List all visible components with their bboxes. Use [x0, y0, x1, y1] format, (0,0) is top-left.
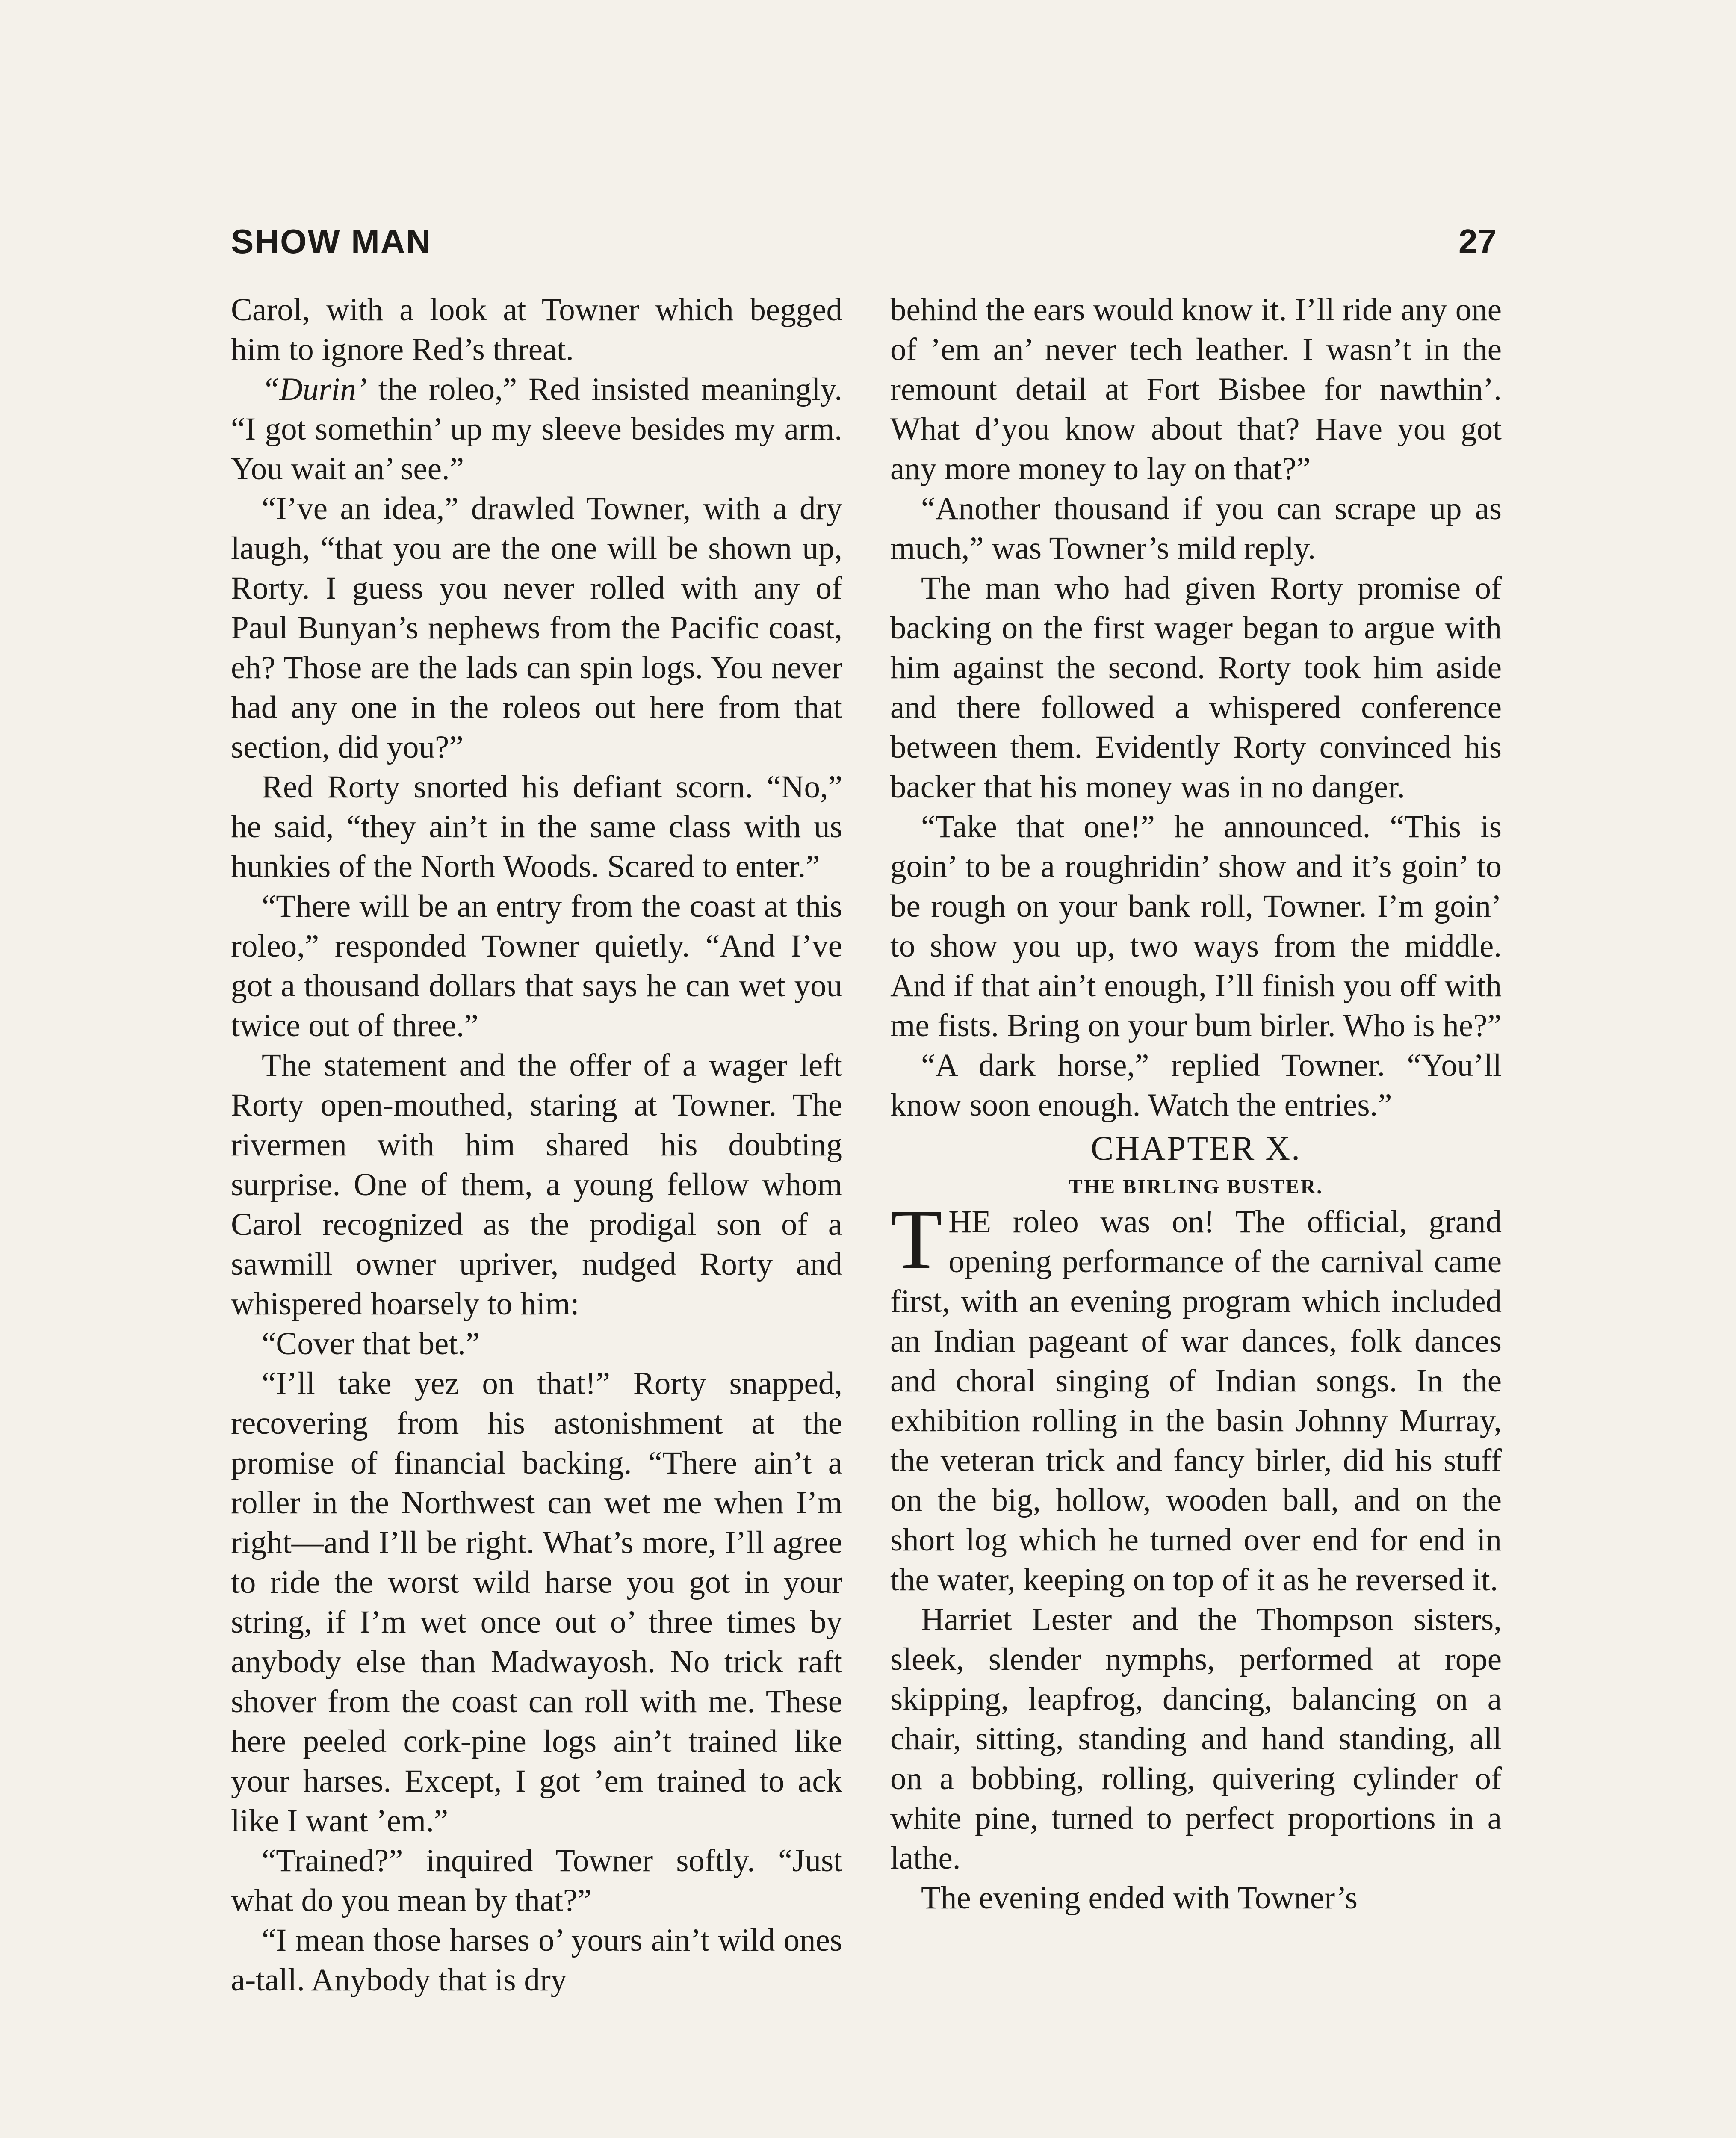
paragraph: “A dark horse,” replied Towner. “You’ll know soon enough. Watch the entries.”: [890, 1048, 1502, 1123]
paragraph: “I’ll take yez on that!” Rorty snapped, recovering from his astonishment at the promise of financial backing. “There ain’t a roller in the Northwest can wet me when I’m right—and I’ll be right. What’s more, I’ll agree to ride the worst wild harse you got in your string, if I’m wet once out o’ three times by anybody else than Madwayosh. No trick raft shover from the coast can roll with me. These here peeled cork-pine logs ain’t trained like your harses. Except, I got ’em trained to ack like I want ’em.”: [231, 1366, 842, 1839]
paragraph-text: HE roleo was on! The official, grand opening performance of the carnival came first, with an evening program which included an Indian pageant of war dances, folk dances and choral singing of Indian songs. In the exhibition rolling in the basin Johnny Murray, the veteran trick and fancy birler, did his stuff on the big, hollow, wooden ball, and on the short log which he turned over end for end in the water, keeping on top of it as he reversed it.: [890, 1204, 1502, 1598]
chapter-subtitle: THE BIRLING BUSTER.: [1069, 1175, 1323, 1198]
left-column: [231, 290, 842, 2000]
paragraph: Harriet Lester and the Thompson sisters, sleek, slender nymphs, performed at rope skipping, leapfrog, dancing, balancing on a chair, sitting, standing and hand standing, all on a bobbing, rolling, quivering cylinder of white pine, turned to perfect proportions in a lathe.: [890, 1602, 1502, 1876]
paragraph: “Trained?” inquired Towner softly. “Just what do you mean by that?”: [231, 1843, 842, 1918]
paragraph: Red Rorty snorted his defiant scorn. “No,” he said, “they ain’t in the same class with us hunkies of the North Woods. Scared to enter.”: [231, 769, 842, 884]
paragraph: “I’ve an idea,” drawled Towner, with a dry laugh, “that you are the one will be shown up, Rorty. I guess you never rolled with any of Paul Bunyan’s nephews from the Pacific coast, eh? Those are the lads can spin logs. You never had any one in the roleos out here from that section, did you?”: [231, 491, 842, 765]
paragraph: The statement and the offer of a wager left Rorty open-mouthed, staring at Towner. The rivermen with him shared his doubting surprise. One of them, a young fellow whom Carol recognized as the prodigal son of a sawmill owner upriver, nudged Rorty and whispered hoarsely to him:: [231, 1048, 842, 1322]
chapter-title: CHAPTER X.: [1090, 1130, 1302, 1167]
running-title: SHOW MAN: [231, 222, 432, 260]
paragraph-text: the roleo,” Red insisted meaningly. “I got somethin’ up my sleeve besides my arm. You wait an’ see.”: [231, 372, 842, 487]
paragraph: “There will be an entry from the coast at this roleo,” responded Towner quietly. “And I’ve got a thousand dollars that says he can wet you twice out of three.”: [231, 889, 842, 1043]
paragraph: The evening ended with Towner’s: [921, 1880, 1358, 1916]
paragraph: “I mean those harses o’ yours ain’t wild ones a-tall. Anybody that is dry: [231, 1922, 842, 1998]
italic-word: “Durin’: [262, 372, 367, 407]
paragraph: The man who had given Rorty promise of backing on the first wager began to argue with him against the second. Rorty took him aside and there followed a whispered conference between them. Evidently Rorty convinced his backer that his money was in no danger.: [890, 570, 1502, 805]
drop-cap: T: [890, 1192, 943, 1287]
page-number: 27: [1458, 222, 1497, 260]
paragraph: behind the ears would know it. I’ll ride any one of ’em an’ never tech leather. I wasn’t in the remount detail at Fort Bisbee for nawthin’. What d’you know about that? Have you got any more money to lay on that?”: [890, 292, 1502, 487]
paragraph: “Another thousand if you can scrape up as much,” was Towner’s mild reply.: [890, 491, 1502, 566]
right-column: [890, 290, 1502, 1918]
paragraph: “Cover that bet.”: [262, 1326, 480, 1361]
paragraph: “Take that one!” he announced. “This is goin’ to be a roughridin’ show and it’s goin’ to be rough on your bank roll, Towner. I’m goin’ to show you up, two ways from the middle. And if that ain’t enough, I’ll finish you off with me fists. Bring on your bum birler. Who is he?”: [890, 809, 1502, 1043]
paragraph-durin: [231, 369, 842, 489]
running-header: [231, 214, 1497, 269]
chapter-opening-paragraph: [890, 1192, 1502, 1600]
paragraph: Carol, with a look at Towner which begged him to ignore Red’s threat.: [231, 292, 842, 367]
